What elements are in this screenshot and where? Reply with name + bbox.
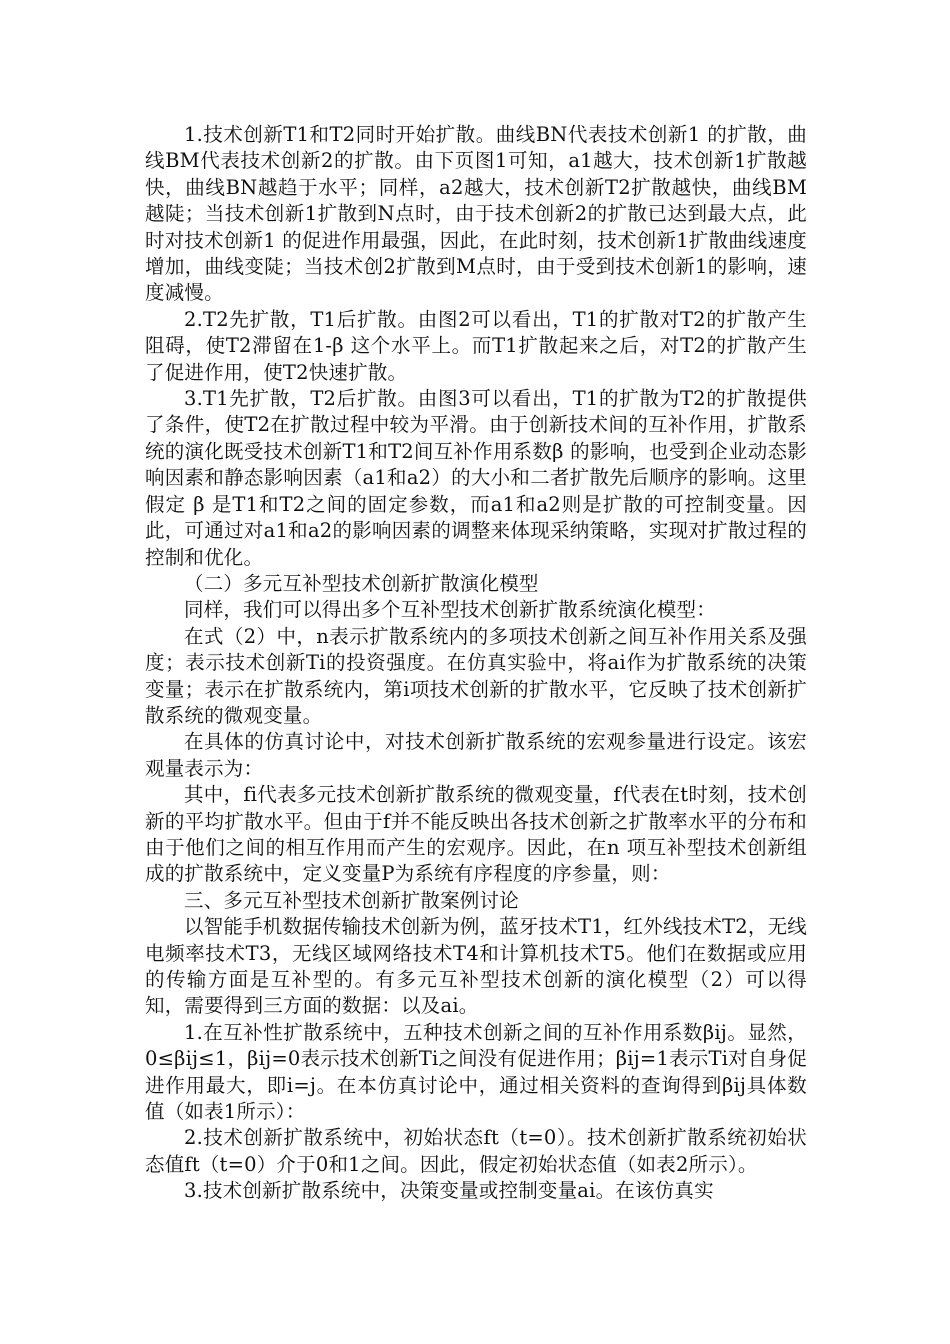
paragraph-smartphone-example: 以智能手机数据传输技术创新为例，蓝牙技术T1，红外线技术T2，无线电频率技术T3，无线区域网络技术T4和计算机技术T5。他们在数据或应用的传输方面是互补型的。有多元互补型技术创新的演化模型（2）可以得知，需要得到三方面的数据：以及ai。 [145, 915, 807, 1018]
paragraph-t1-first: 3.T1先扩散，T2后扩散。由图3可以看出，T1的扩散为T2的扩散提供了条件，使T2在扩散过程中较为平滑。由于创新技术间的互补作用，扩散系统的演化既受技术创新T1和T2间互补作用系数β 的影响，也受到企业动态影响因素和静态影响因素（a1和a2）的大小和二者扩散先后顺序的影响。这里假定 β 是T1和T2之间的固定参数，而a1和a2则是扩散的可控制变量。因此，可通过对a1和a2的影响因素的调整来体现采纳策略，实现对扩散过程的控制和优化。 [145, 387, 807, 569]
section-heading-case-study: 三、多元互补型技术创新扩散案例讨论 [184, 888, 519, 912]
paragraph-model-intro: 同样，我们可以得出多个互补型技术创新扩散系统演化模型： [184, 598, 716, 622]
paragraph-decision-variable: 3.技术创新扩散系统中，决策变量或控制变量ai。在该仿真实 [184, 1179, 714, 1203]
paragraph-macro-parameter: 在具体的仿真讨论中，对技术创新扩散系统的宏观参量进行设定。该宏观量表示为： [145, 730, 807, 780]
document-body [145, 122, 807, 1205]
paragraph-order-parameter: 其中，fi代表多元技术创新扩散系统的微观变量，f代表在t时刻，技术创新的平均扩散水平。但由于f并不能反映出各技术创新之扩散率水平的分布和由于他们之间的相互作用而产生的宏观序。因此，在n 项互补型技术创新组成的扩散系统中，定义变量P为系统有序程度的序参量，则： [145, 783, 807, 886]
paragraph-t2-first: 2.T2先扩散，T1后扩散。由图2可以看出，T1的扩散对T2的扩散产生阻碍，使T2滞留在1-β 这个水平上。而T1扩散起来之后，对T2的扩散产生了促进作用，使T2快速扩散。 [145, 307, 807, 384]
paragraph-coefficient-beta: 1.在互补性扩散系统中，五种技术创新之间的互补作用系数βij。显然，0≤βij≤1，βij=0表示技术创新Ti之间没有促进作用；βij=1表示Ti对自身促进作用最大，即i=j。在本仿真讨论中，通过相关资料的查询得到βij具体数值（如表1所示）： [145, 1020, 807, 1124]
paragraph-equation-2-explanation: 在式（2）中，n表示扩散系统内的多项技术创新之间互补作用关系及强度；表示技术创新Ti的投资强度。在仿真实验中，将ai作为扩散系统的决策变量；表示在扩散系统内，第i项技术创新的扩散水平，它反映了技术创新扩散系统的微观变量。 [145, 624, 807, 727]
section-heading-multi-model: （二）多元互补型技术创新扩散演化模型 [184, 571, 539, 595]
paragraph-initial-state: 2.技术创新扩散系统中，初始状态ft（t=0）。技术创新扩散系统初始状态值ft（t=0）介于0和1之间。因此，假定初始状态值（如表2所示）。 [145, 1126, 807, 1176]
paragraph-simultaneous-diffusion: 1.技术创新T1和T2同时开始扩散。曲线BN代表技术创新1 的扩散，曲线BM代表技术创新2的扩散。由下页图1可知，a1越大，技术创新1扩散越快，曲线BN越趋于水平；同样，a2越大，技术创新T2扩散越快，曲线BM越陡；当技术创新1扩散到N点时，由于技术创新2的扩散已达到最大点，此时对技术创新1 的促进作用最强，因此，在此时刻，技术创新1扩散曲线速度增加，曲线变陡；当技术创2扩散到M点时，由于受到技术创新1的影响，速度减慢。 [145, 123, 808, 305]
